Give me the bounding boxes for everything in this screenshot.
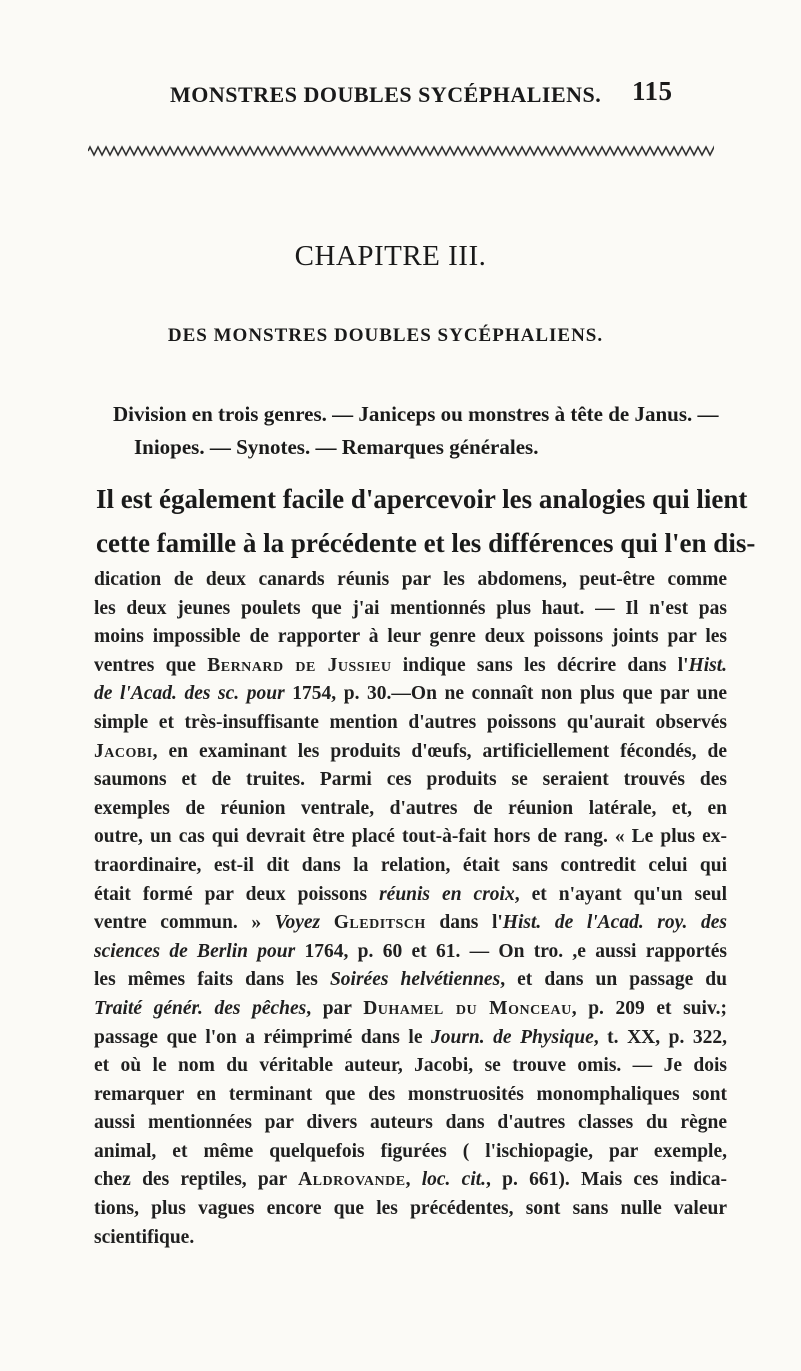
italic-text: Hist. de l'Acad. roy. des — [502, 912, 727, 934]
summary-line: Iniopes. — Synotes. — Remarques générales. — [134, 435, 539, 459]
body-line — [94, 1195, 727, 1224]
text-run: , en examinant les produits d'œufs, artificiellement fécondés, de — [152, 740, 727, 762]
text-run: dication de deux canards réunis par les abdomens, peut-être comme — [94, 569, 727, 590]
text-run: ventres que — [94, 654, 208, 676]
body-line — [94, 1052, 727, 1081]
body-line — [94, 652, 727, 681]
italic-text: Soirées helvétiennes — [329, 969, 501, 991]
chapter-summary — [113, 398, 719, 464]
body-line — [94, 709, 727, 738]
text-run: tions, plus vagues encore que les précédentes, sont sans nulle valeur — [94, 1198, 727, 1220]
text-run: 1764, p. 60 et 61. — On tro. ,e aussi rapportés — [295, 940, 727, 962]
italic-text: Hist. — [688, 654, 727, 676]
text-run: passage que l'on a réimprimé dans le — [94, 1026, 431, 1048]
body-line — [94, 566, 727, 595]
text-run: 1754, p. 30.—On ne connaît non plus que par une — [284, 683, 727, 705]
chapter-title: CHAPITRE III. — [294, 240, 487, 272]
author-name: Duhamel du Monceau — [363, 997, 572, 1019]
summary-line: Division en trois genres. — Janiceps ou monstres à tête de Janus. — — [113, 402, 719, 426]
body-line — [94, 623, 727, 652]
text-run: saumons et de truites. Parmi ces produits se seraient trouvés des — [94, 769, 727, 791]
text-run — [320, 912, 334, 933]
body-line — [94, 680, 727, 709]
text-run: scientifique. — [94, 1226, 195, 1248]
text-run: chez des reptiles, par — [94, 1169, 299, 1191]
author-name: Aldrovande — [298, 1169, 406, 1191]
text-run: dans l' — [425, 912, 503, 934]
body-line — [94, 738, 727, 767]
text-run: moins impossible de rapporter à leur genre deux poissons joints par les — [94, 626, 727, 648]
text-run: , p. 661). Mais ces indica- — [486, 1169, 728, 1191]
body-line — [94, 1224, 727, 1253]
text-run: outre, un cas qui devrait être placé tout-à-fait hors de rang. « Le plus ex- — [94, 826, 727, 848]
lead-line: Il est également facile d'apercevoir les analogies qui lient — [96, 484, 748, 514]
body-text — [94, 566, 727, 1252]
body-line — [94, 1166, 727, 1195]
author-name: Bernard de Jussieu — [207, 654, 392, 676]
text-run: remarquer en terminant que des monstruosités monomphaliques sont — [94, 1083, 727, 1105]
text-run: aussi mentionnées par divers auteurs dans d'autres classes du règne — [94, 1112, 727, 1134]
body-line — [94, 595, 727, 624]
italic-text: de l'Acad. des sc. pour — [94, 683, 285, 705]
lead-line: cette famille à la précédente et les différences qui l'en dis- — [96, 528, 756, 558]
text-run: les deux jeunes poulets que j'ai mentionnés plus haut. — Il n'est pas — [94, 597, 727, 619]
text-run: , et n'ayant qu'un seul — [514, 883, 727, 905]
text-run: indique sans les décrire dans l' — [391, 654, 689, 676]
body-line — [94, 823, 727, 852]
text-run: , et dans un passage du — [500, 969, 728, 991]
ornamental-rule — [88, 145, 714, 157]
text-run: simple et très-insuffisante mention d'autres poissons qu'aurait observés — [94, 711, 727, 733]
italic-text: réunis en croix — [379, 883, 515, 905]
text-run: les mêmes faits dans les — [94, 969, 330, 991]
text-run: ventre commun. » — [94, 912, 275, 934]
italic-text: Journ. de Physique — [431, 1026, 594, 1048]
body-line — [94, 1109, 727, 1138]
italic-text: Voyez — [274, 912, 321, 934]
text-run: , par — [306, 997, 364, 1019]
body-line — [94, 795, 727, 824]
body-line — [94, 1024, 727, 1053]
body-line — [94, 766, 727, 795]
body-line — [94, 852, 727, 881]
text-run: , p. 209 et suiv.; — [571, 997, 727, 1019]
body-line — [94, 909, 727, 938]
text-run: traordinaire, est-il dit dans la relation, était sans contredit celui qui — [94, 854, 727, 876]
italic-text: sciences de Berlin pour — [94, 940, 296, 962]
text-run: exemples de réunion ventrale, d'autres de réunion latérale, et, en — [94, 797, 727, 819]
author-name: Gleditsch — [333, 912, 426, 934]
body-line — [94, 1138, 727, 1167]
text-run: , — [405, 1169, 422, 1191]
italic-text: loc. cit. — [421, 1169, 487, 1191]
text-run: animal, et même quelquefois figurées ( l'ischiopagie, par exemple, — [94, 1140, 727, 1162]
author-name: Jacobi — [94, 740, 153, 762]
body-line — [94, 966, 727, 995]
body-line — [94, 938, 727, 967]
running-title: MONSTRES DOUBLES SYCÉPHALIENS. — [170, 82, 602, 107]
text-run: et où le nom du véritable auteur, Jacobi, se trouve omis. — Je dois — [94, 1055, 727, 1077]
text-run: était formé par deux poissons — [94, 883, 380, 905]
body-line — [94, 1081, 727, 1110]
text-run: , t. XX, p. 322, — [593, 1026, 727, 1048]
chapter-subtitle: DES MONSTRES DOUBLES SYCÉPHALIENS. — [167, 325, 604, 346]
italic-text: Traité génér. des pêches — [94, 997, 307, 1019]
body-line — [94, 881, 727, 910]
page-number: 115 — [632, 76, 673, 106]
lead-paragraph — [96, 477, 756, 565]
body-line — [94, 995, 727, 1024]
